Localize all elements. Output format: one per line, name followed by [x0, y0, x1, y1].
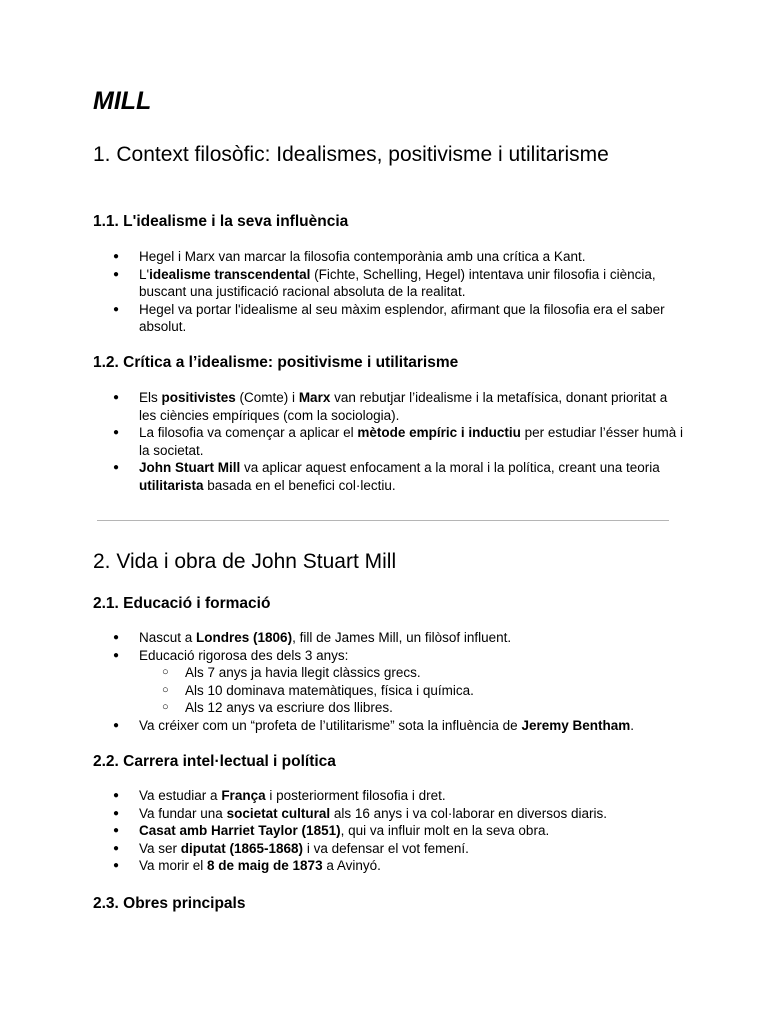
list-item [93, 787, 683, 805]
list-item [93, 424, 683, 459]
section-2-1-heading: 2.1. Educació i formació [93, 595, 271, 612]
section-1-1-heading: 1.1. L'idealisme i la seva influència [93, 213, 349, 230]
list-item [93, 389, 683, 424]
item-text: , qui va influir molt en la seva obra. [340, 823, 550, 839]
item-text: Va créixer com un “profeta de l’utilitarisme” sota la influència de [139, 717, 522, 733]
section-1-2-heading: 1.2. Crítica a l’idealisme: positivisme i utilitarisme [93, 354, 459, 371]
horizontal-divider [97, 520, 669, 521]
item-bold-text: Casat amb Harriet Taylor (1851) [139, 823, 341, 839]
sub-list-item [139, 664, 683, 682]
list-item [93, 805, 683, 823]
item-text: Hegel va portar l'idealisme al seu màxim esplendor, afirmant que la filosofia era el saber absolut. [139, 301, 665, 335]
item-bold-text: societat cultural [226, 805, 331, 821]
list-item [93, 822, 683, 840]
item-text: Va fundar una [139, 805, 227, 821]
section-2-2-list [93, 787, 683, 875]
item-text: Va estudiar a [139, 788, 222, 803]
list-item [93, 266, 683, 301]
item-bold-text: Marx [298, 390, 331, 405]
item-text: Va ser [139, 840, 181, 856]
list-item [93, 629, 683, 647]
item-bold-text: 8 de maig de 1873 [207, 858, 323, 874]
item-text: van rebutjar l’idealisme i la metafísica, donant prioritat a les ciències empíriques (com la sociologia). [139, 390, 668, 423]
section-2-heading: 2. Vida i obra de John Stuart Mill [93, 550, 397, 573]
list-item [93, 459, 683, 494]
item-text: Els [139, 390, 162, 405]
list-item [93, 647, 683, 717]
sub-list-item [139, 699, 683, 717]
item-text: Als 12 anys va escriure dos llibres. [185, 700, 393, 716]
item-text: Nascut a [139, 630, 197, 645]
section-2-2-heading: 2.2. Carrera intel·lectual i política [93, 753, 336, 770]
item-text: Va morir el [139, 858, 208, 874]
item-bold-text: utilitarista [139, 477, 204, 493]
item-text: va aplicar aquest enfocament a la moral i la política, creant una teoria [240, 460, 660, 476]
item-text: i va defensar el vot femení. [303, 840, 469, 856]
item-bold-text: idealisme transcendental [149, 266, 311, 282]
document-title: MILL [93, 87, 152, 115]
sub-list [139, 664, 683, 717]
section-1-heading: 1. Context filosòfic: Idealismes, positivisme i utilitarisme [93, 143, 609, 166]
list-item [93, 717, 683, 735]
item-bold-text: Jeremy Bentham [521, 717, 631, 733]
item-text: als 16 anys i va col·laborar en diversos diaris. [330, 805, 607, 821]
item-bold-text: diputat (1865-1868) [180, 840, 304, 856]
section-1-2-list [93, 389, 683, 495]
list-item [93, 840, 683, 858]
item-text: per estudiar l’ésser humà i la societat. [139, 425, 683, 458]
item-text: L' [139, 266, 150, 282]
item-bold-text: Londres (1806) [196, 630, 293, 645]
item-text: i posteriorment filosofia i dret. [265, 788, 446, 803]
item-text: . [630, 717, 635, 733]
item-bold-text: John Stuart Mill [139, 460, 241, 476]
item-bold-text: França [221, 788, 266, 803]
item-bold-text: mètode empíric i inductiu [357, 425, 521, 441]
item-text: Educació rigorosa des dels 3 anys: [139, 647, 349, 663]
item-text: Als 10 dominava matemàtiques, física i química. [185, 682, 474, 698]
item-text: a Avinyó. [322, 858, 381, 874]
list-item [93, 248, 683, 266]
item-text: (Comte) i [235, 390, 299, 405]
list-item [93, 857, 683, 875]
sub-list-item [139, 682, 683, 700]
section-2-3-heading: 2.3. Obres principals [93, 895, 246, 912]
section-1-1-list [93, 248, 683, 336]
item-text: , fill de James Mill, un filòsof influent. [292, 630, 512, 645]
item-text: (Fichte, Schelling, Hegel) intentava unir filosofia i ciència, buscant una justificació racional absoluta de la realitat. [139, 266, 656, 300]
list-item [93, 301, 683, 336]
section-2-1-list [93, 629, 683, 735]
item-text: La filosofia va començar a aplicar el [139, 425, 358, 441]
item-bold-text: positivistes [161, 390, 236, 405]
item-text: basada en el benefici col·lectiu. [203, 477, 396, 493]
item-text: Hegel i Marx van marcar la filosofia contemporània amb una crítica a Kant. [139, 249, 586, 264]
item-text: Als 7 anys ja havia llegit clàssics grecs. [185, 665, 421, 681]
